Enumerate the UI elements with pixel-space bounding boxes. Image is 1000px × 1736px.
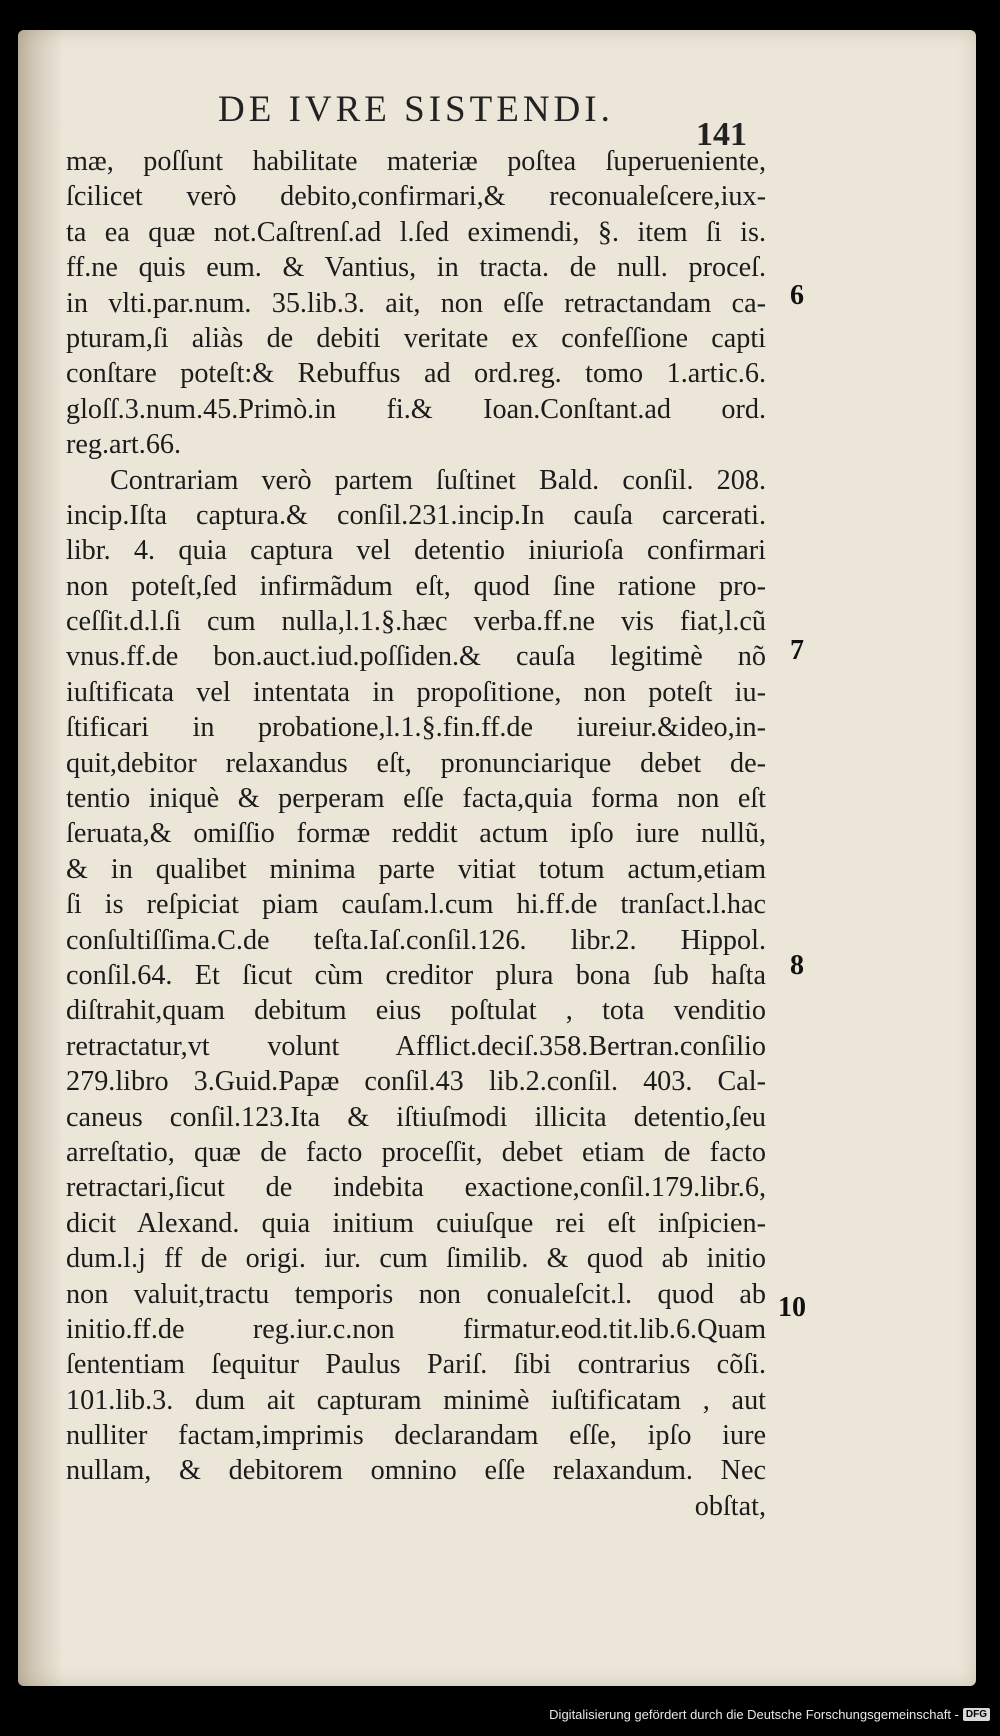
text-line: retractari,ſicut de indebita exactione,conſil.179.libr.6, bbox=[66, 1172, 766, 1204]
margin-number: 6 bbox=[790, 280, 804, 311]
text-line: quit,debitor relaxandus eſt, pronunciarique debet de- bbox=[66, 747, 766, 779]
text-line: vnus.ff.de bon.auct.iud.poſſiden.& cauſa legitimè nõ bbox=[66, 641, 766, 673]
margin-number: 10 bbox=[778, 1292, 806, 1323]
text-line: tentio iniquè & perperam eſſe facta,quia forma non eſt bbox=[66, 783, 766, 815]
text-line: ſeruata,& omiſſio formæ reddit actum ipſo iure nullũ, bbox=[66, 818, 766, 850]
text-line: dicit Alexand. quia initium cuiuſque rei eſt inſpicien- bbox=[66, 1207, 766, 1239]
text-line: arreſtatio, quæ de facto proceſſit, debet etiam de facto bbox=[66, 1136, 766, 1168]
text-line: ſtificari in probatione,l.1.§.fin.ff.de iureiur.&ideo,in- bbox=[66, 712, 766, 744]
page-number: 141 bbox=[696, 116, 747, 153]
text-line: pturam,ſi aliàs de debiti veritate ex confeſſione capti bbox=[66, 322, 766, 354]
credit-text: Digitalisierung gefördert durch die Deutsche Forschungsgemeinschaft - bbox=[549, 1707, 959, 1722]
text-line: Contrariam verò partem ſuſtinet Bald. conſil. 208. bbox=[110, 464, 766, 496]
text-line: 279.libro 3.Guid.Papæ conſil.43 lib.2.conſil. 403. Cal- bbox=[66, 1066, 766, 1098]
text-line: ff.ne quis eum. & Vantius, in tracta. de null. proceſ. bbox=[66, 252, 766, 284]
text-line: ceſſit.d.l.ſi cum nulla,l.1.§.hæc verba.ff.ne vis fiat,l.cũ bbox=[66, 606, 766, 638]
text-line: ta ea quæ not.Caſtrenſ.ad l.ſed eximendi, §. item ſi is. bbox=[66, 216, 766, 248]
text-line: mæ, poſſunt habilitate materiæ poſtea ſuperueniente, bbox=[66, 146, 766, 177]
text-line: incip.Iſta captura.& conſil.231.incip.In cauſa carcerati. bbox=[66, 499, 766, 531]
text-line: non valuit,tractu temporis non conualeſcit.l. quod ab bbox=[66, 1278, 766, 1310]
text-line: caneus conſil.123.Ita & iſtiuſmodi illicita detentio,ſeu bbox=[66, 1101, 766, 1133]
catchword: obſtat, bbox=[694, 1490, 766, 1522]
text-line: diſtrahit,quam debitum eius poſtulat , tota venditio bbox=[66, 995, 766, 1027]
text-line: conſil.64. Et ſicut cùm creditor plura bona ſub haſta bbox=[66, 959, 766, 991]
text-line: initio.ff.de reg.iur.c.non firmatur.eod.tit.lib.6.Quam bbox=[66, 1313, 766, 1345]
text-line: ſententiam ſequitur Paulus Pariſ. ſibi contrarius cõſi. bbox=[66, 1349, 766, 1381]
dfg-logo: DFG bbox=[963, 1708, 990, 1721]
text-line: retractatur,vt volunt Afflict.deciſ.358.Bertran.conſilio bbox=[66, 1030, 766, 1062]
text-line: in vlti.par.num. 35.lib.3. ait, non eſſe retractandam ca- bbox=[66, 287, 766, 319]
digitization-credit bbox=[549, 1707, 990, 1722]
margin-number: 8 bbox=[790, 950, 804, 981]
running-title: DE IVRE SISTENDI. bbox=[218, 89, 614, 130]
text-line: nullam, & debitorem omnino eſſe relaxandum. Nec bbox=[66, 1455, 766, 1487]
text-line: dum.l.j ff de origi. iur. cum ſimilib. & quod ab initio bbox=[66, 1243, 766, 1275]
text-line: 101.lib.3. dum ait capturam minimè iuſtificatam , aut bbox=[66, 1384, 766, 1416]
text-line: gloſſ.3.num.45.Primò.in fi.& Ioan.Conſtant.ad ord. bbox=[66, 393, 766, 425]
text-line: nulliter factam,imprimis declarandam eſſe, ipſo iure bbox=[66, 1420, 766, 1452]
book-page bbox=[18, 30, 976, 1686]
text-line: iuſtificata vel intentata in propoſitione, non poteſt iu- bbox=[66, 676, 766, 708]
text-line: non poteſt,ſed infirmãdum eſt, quod ſine ratione pro- bbox=[66, 570, 766, 602]
text-line: ſi is reſpiciat piam cauſam.l.cum hi.ff.de tranſact.l.hac bbox=[66, 889, 766, 921]
text-line: libr. 4. quia captura vel detentio iniurioſa confirmari bbox=[66, 535, 766, 567]
text-line: conſultiſſima.C.de teſta.Iaſ.conſil.126. libr.2. Hippol. bbox=[66, 924, 766, 956]
text-line: conſtare poteſt:& Rebuffus ad ord.reg. tomo 1.artic.6. bbox=[66, 358, 766, 390]
text-line: & in qualibet minima parte vitiat totum actum,etiam bbox=[66, 853, 766, 885]
text-line: reg.art.66. bbox=[66, 429, 182, 461]
text-line: ſcilicet verò debito,confirmari,& reconualeſcere,iux- bbox=[66, 181, 766, 213]
gutter-shadow bbox=[18, 30, 64, 1686]
margin-number: 7 bbox=[790, 635, 804, 666]
body-text bbox=[66, 144, 766, 1524]
